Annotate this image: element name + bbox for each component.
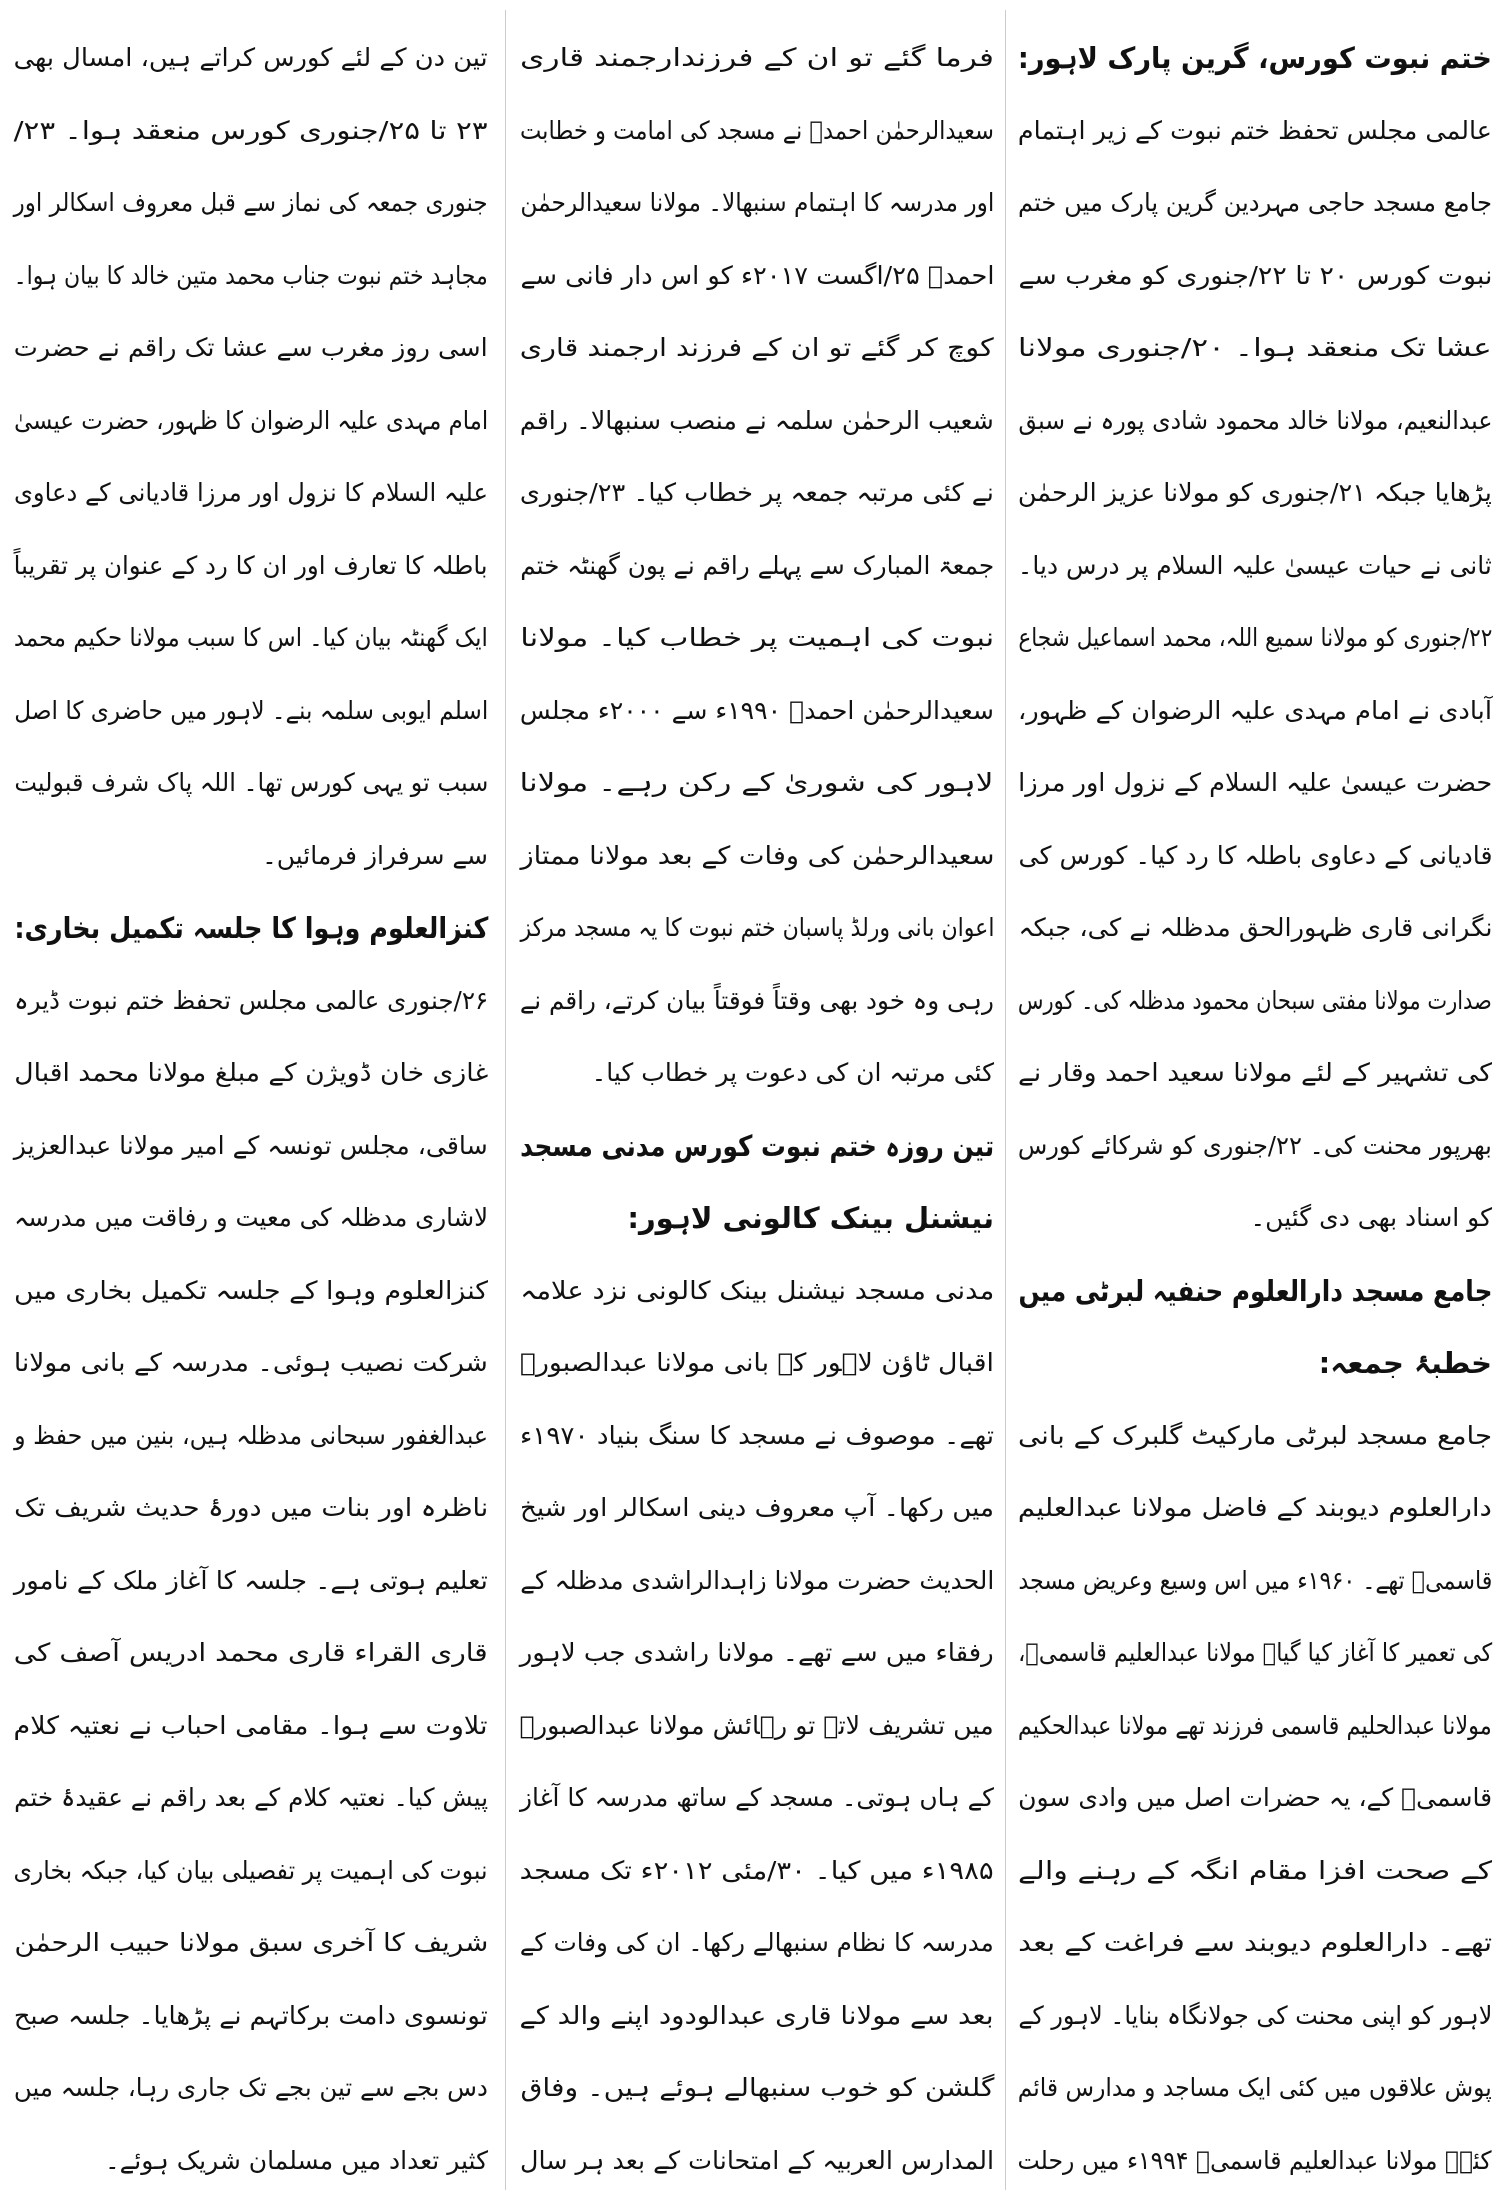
heading-text: خطبۂ جمعہ: <box>1318 1346 1492 1380</box>
line-text: شریف کا آخری سبق مولانا حبیب الرحمٰن <box>14 1928 488 1957</box>
line-text: رہی وہ خود بھی وقتاً فوقتاً بیان کرتے، راقم نے <box>520 985 994 1015</box>
text-line <box>14 530 488 603</box>
text-line <box>14 1690 488 1763</box>
text-line <box>1018 1400 1492 1473</box>
text-line <box>520 1907 994 1980</box>
text-line <box>1018 602 1492 675</box>
text-line <box>520 1835 994 1908</box>
line-text: باطلہ کا تعارف اور ان کا رد کے عنوان پر تقریباً <box>14 550 488 580</box>
heading-text: تین روزہ ختم نبوت کورس مدنی مسجد <box>520 1128 994 1163</box>
line-text: تھے۔ دارالعلوم دیوبند سے فراغت کے بعد <box>1018 1928 1492 1957</box>
line-text: سے سرفراز فرمائیں۔ <box>262 840 488 870</box>
line-text: تین دن کے لئے کورس کراتے ہیں، امسال بھی <box>14 43 488 72</box>
line-text: کئی مرتبہ ان کی دعوت پر خطاب کیا۔ <box>591 1058 994 1087</box>
line-text: حضرت عیسیٰ علیہ السلام کے نزول اور مرزا <box>1018 768 1492 797</box>
line-text: شرکت نصیب ہوئی۔ مدرسہ کے بانی مولانا <box>13 1348 488 1377</box>
line-text: کی تعمیر کا آغاز کیا گیا۔ مولانا عبدالعلیم قاسمیؒ، <box>1018 1638 1492 1667</box>
line-text: جنوری جمعہ کی نماز سے قبل معروف اسکالر اور <box>14 188 488 217</box>
line-text: کے ہاں ہوتی۔ مسجد کے ساتھ مدرسہ کا آغاز <box>520 1783 994 1812</box>
column-divider <box>505 10 506 2190</box>
paragraph <box>1018 95 1492 1255</box>
line-text: فرما گئے تو ان کے فرزندارجمند قاری <box>520 43 994 72</box>
line-text: جامع مسجد حاجی مہردین گرین پارک میں ختم <box>1018 188 1492 217</box>
line-text: اعوان بانی ورلڈ پاسبان ختم نبوت کا یہ مسجد مرکز <box>520 913 994 942</box>
line-text: اقبال ٹاؤن لاہور کے بانی مولانا عبدالصبورؒ <box>520 1348 994 1377</box>
line-text: پوش علاقوں میں کئی ایک مساجد و مدارس قائم <box>1018 2073 1492 2102</box>
text-line <box>520 1182 994 1255</box>
text-line <box>1018 675 1492 748</box>
section-heading <box>1018 22 1492 95</box>
paragraph <box>14 965 488 2198</box>
line-text: رفقاء میں سے تھے۔ مولانا راشدی جب لاہور <box>520 1638 994 1667</box>
text-line <box>520 2125 994 2198</box>
line-text: نبوت کورس ۲۰ تا ۲۲/جنوری کو مغرب سے <box>1018 260 1492 290</box>
text-line <box>520 1255 994 1328</box>
text-line <box>14 1182 488 1255</box>
line-text: تعلیم ہوتی ہے۔ جلسہ کا آغاز ملک کے نامور <box>14 1565 488 1595</box>
line-text: دارالعلوم دیوبند کے فاضل مولانا عبدالعلیم <box>1018 1493 1492 1522</box>
line-text: ۲۲/جنوری کو مولانا سمیع اللہ، محمد اسماعیل شجاع <box>1018 623 1492 652</box>
text-line <box>1018 385 1492 458</box>
line-text: ۲۶/جنوری عالمی مجلس تحفظ ختم نبوت ڈیرہ <box>14 985 488 1015</box>
text-line <box>14 1762 488 1835</box>
text-line <box>1018 1907 1492 1980</box>
line-text: کثیر تعداد میں مسلمان شریک ہوئے۔ <box>105 2145 488 2175</box>
text-line <box>14 747 488 820</box>
text-line <box>1018 1110 1492 1183</box>
text-line <box>520 1980 994 2053</box>
heading-text: ختم نبوت کورس، گرین پارک لاہور: <box>1018 41 1492 75</box>
line-text: کے صحت افزا مقام انگہ کے رہنے والے <box>1018 1855 1492 1885</box>
text-line <box>14 1545 488 1618</box>
line-text: کئے۔ مولانا عبدالعلیم قاسمیؒ ۱۹۹۴ء میں رحلت <box>1018 2145 1492 2175</box>
line-text: عشا تک منعقد ہوا۔ ۲۰/جنوری مولانا <box>1018 333 1492 362</box>
line-text: عالمی مجلس تحفظ ختم نبوت کے زیر اہتمام <box>1018 115 1492 145</box>
line-text: ایک گھنٹہ بیان کیا۔ اس کا سبب مولانا حکیم محمد <box>14 623 488 652</box>
line-text: تونسوی دامت برکاتہم نے پڑھایا۔ جلسہ صبح <box>14 2000 488 2030</box>
line-text: قاسمیؒ کے، یہ حضرات اصل میں وادی سون <box>1018 1783 1492 1812</box>
text-line <box>14 675 488 748</box>
text-line <box>520 240 994 313</box>
text-line <box>520 675 994 748</box>
text-line <box>14 1327 488 1400</box>
text-line <box>14 820 488 893</box>
text-line <box>520 747 994 820</box>
text-line <box>14 2052 488 2125</box>
text-line <box>520 457 994 530</box>
text-line <box>1018 892 1492 965</box>
text-line <box>1018 1327 1492 1400</box>
text-line <box>520 1327 994 1400</box>
paragraph <box>520 22 994 1110</box>
text-line <box>520 1472 994 1545</box>
text-line <box>14 892 488 965</box>
line-text: اسی روز مغرب سے عشا تک راقم نے حضرت <box>14 333 488 362</box>
line-text: نبوت کی اہمیت پر خطاب کیا۔ مولانا <box>520 623 994 652</box>
line-text: علیہ السلام کا نزول اور مرزا قادیانی کے دعاوی <box>14 478 488 507</box>
text-line <box>520 1545 994 1618</box>
text-line <box>1018 1472 1492 1545</box>
text-line <box>14 22 488 95</box>
line-text: الحدیث حضرت مولانا زاہدالراشدی مدظلہ کے <box>520 1565 994 1595</box>
line-text: شعیب الرحمٰن سلمہ نے منصب سنبھالا۔ راقم <box>520 405 994 435</box>
line-text: بھرپور محنت کی۔ ۲۲/جنوری کو شرکائے کورس <box>1018 1130 1492 1160</box>
line-text: نے کئی مرتبہ جمعہ پر خطاب کیا۔ ۲۳/جنوری <box>520 478 994 507</box>
text-line <box>520 22 994 95</box>
text-line <box>14 1110 488 1183</box>
line-text: عبدالغفور سبحانی مدظلہ ہیں، بنین میں حفظ و <box>14 1420 488 1450</box>
line-text: نبوت کی اہمیت پر تفصیلی بیان کیا، جبکہ بخاری <box>14 1855 488 1885</box>
line-text: سعیدالرحمٰن احمدؒ نے مسجد کی امامت و خطابت <box>520 115 994 145</box>
text-line <box>1018 22 1492 95</box>
line-text: جامع مسجد لبرٹی مارکیٹ گلبرک کے بانی <box>1018 1420 1492 1450</box>
text-line <box>520 892 994 965</box>
line-text: ۱۹۸۵ء میں کیا۔ ۳۰/مئی ۲۰۱۲ء تک مسجد <box>520 1855 994 1885</box>
text-line <box>14 2125 488 2198</box>
line-text: مولانا عبدالحلیم قاسمی فرزند تھے مولانا عبدالحکیم <box>1018 1710 1492 1740</box>
text-line <box>14 1037 488 1110</box>
line-text: دس بجے سے تین بجے تک جاری رہا، جلسہ میں <box>14 2073 488 2102</box>
section-heading <box>520 1110 994 1255</box>
text-line <box>14 1980 488 2053</box>
line-text: قاسمیؒ تھے۔ ۱۹۶۰ء میں اس وسیع وعریض مسجد <box>1018 1565 1492 1595</box>
text-line <box>520 167 994 240</box>
line-text: میں تشریف لاتے تو رہائش مولانا عبدالصبورؒ <box>520 1710 994 1740</box>
text-line <box>14 385 488 458</box>
text-line <box>1018 2052 1492 2125</box>
line-text: تھے۔ موصوف نے مسجد کا سنگ بنیاد ۱۹۷۰ء <box>520 1420 994 1450</box>
text-line <box>520 1110 994 1183</box>
line-text: میں رکھا۔ آپ معروف دینی اسکالر اور شیخ <box>520 1493 994 1522</box>
text-line <box>1018 1617 1492 1690</box>
text-line <box>1018 240 1492 313</box>
line-text: قادیانی کے دعاوی باطلہ کا رد کیا۔ کورس کی <box>1018 840 1492 870</box>
text-line <box>14 1907 488 1980</box>
text-line <box>1018 167 1492 240</box>
text-line <box>520 1617 994 1690</box>
text-line <box>14 457 488 530</box>
text-line <box>14 95 488 168</box>
text-line <box>520 312 994 385</box>
text-line <box>1018 1037 1492 1110</box>
line-text: تلاوت سے ہوا۔ مقامی احباب نے نعتیہ کلام <box>14 1710 488 1740</box>
text-line <box>14 1472 488 1545</box>
line-text: بعد سے مولانا قاری عبدالودود اپنے والد کے <box>520 2000 994 2030</box>
line-text: صدارت مولانا مفتی سبحان محمود مدظلہ کی۔ کورس <box>1018 985 1492 1015</box>
line-text: پیش کیا۔ نعتیہ کلام کے بعد راقم نے عقیدۂ ختم <box>14 1783 488 1812</box>
text-line <box>520 1037 994 1110</box>
text-line <box>14 602 488 675</box>
paragraph <box>1018 1400 1492 2198</box>
section-heading <box>14 892 488 965</box>
section-heading <box>1018 1255 1492 1400</box>
line-text: پڑھایا جبکہ ۲۱/جنوری کو مولانا عزیز الرحمٰن <box>1018 478 1492 507</box>
article-column-left <box>14 22 488 2197</box>
text-line <box>1018 2125 1492 2198</box>
text-line <box>14 1255 488 1328</box>
line-text: اسلم ایوبی سلمہ بنے۔ لاہور میں حاضری کا اصل <box>14 695 488 725</box>
line-text: ۲۳ تا ۲۵/جنوری کورس منعقد ہوا۔ ۲۳/ <box>14 115 488 145</box>
text-line <box>520 1400 994 1473</box>
line-text: احمدؒ ۲۵/اگست ۲۰۱۷ء کو اس دار فانی سے <box>520 260 994 290</box>
text-line <box>1018 965 1492 1038</box>
line-text: آبادی نے امام مہدی علیہ الرضوان کے ظہور، <box>1018 695 1492 725</box>
line-text: مجاہد ختم نبوت جناب محمد متین خالد کا بیان ہوا۔ <box>14 260 488 290</box>
line-text: سعیدالرحمٰن احمدؒ ۱۹۹۰ء سے ۲۰۰۰ء مجلس <box>520 695 994 725</box>
line-text: غازی خان ڈویژن کے مبلغ مولانا محمد اقبال <box>14 1058 488 1087</box>
line-text: لاشاری مدظلہ کی معیت و رفاقت میں مدرسہ <box>14 1203 488 1232</box>
paragraph <box>520 1255 994 2198</box>
text-line <box>520 530 994 603</box>
line-text: اور مدرسہ کا اہتمام سنبھالا۔ مولانا سعیدالرحمٰن <box>520 188 994 217</box>
line-text: ثانی نے حیات عیسیٰ علیہ السلام پر درس دیا۔ <box>1018 550 1492 580</box>
line-text: عبدالنعیم، مولانا خالد محمود شادی پورہ نے سبق <box>1018 405 1492 435</box>
text-line <box>14 1835 488 1908</box>
line-text: مدنی مسجد نیشنل بینک کالونی نزد علامہ <box>520 1275 994 1305</box>
text-line <box>520 965 994 1038</box>
text-line <box>520 602 994 675</box>
line-text: کنزالعلوم وہوا کے جلسہ تکمیل بخاری میں <box>14 1275 488 1305</box>
text-line <box>1018 1690 1492 1763</box>
text-line <box>1018 530 1492 603</box>
article-column-right <box>1018 22 1492 2197</box>
line-text: گلشن کو خوب سنبھالے ہوئے ہیں۔ وفاق <box>520 2073 994 2102</box>
text-line <box>1018 1980 1492 2053</box>
text-line <box>14 1400 488 1473</box>
text-line <box>1018 312 1492 385</box>
line-text: قاری القراء قاری محمد ادریس آصف کی <box>14 1638 488 1667</box>
text-line <box>520 1690 994 1763</box>
line-text: لاہور کو اپنی محنت کی جولانگاہ بنایا۔ لاہور کے <box>1018 2000 1492 2030</box>
line-text: کوچ کر گئے تو ان کے فرزند ارجمند قاری <box>520 333 994 362</box>
heading-text: کنزالعلوم وہوا کا جلسہ تکمیل بخاری: <box>14 911 488 945</box>
text-line <box>1018 1255 1492 1328</box>
text-line <box>520 385 994 458</box>
line-text: جمعۃ المبارک سے پہلے راقم نے پون گھنٹہ ختم <box>520 550 994 580</box>
text-line <box>520 820 994 893</box>
text-line <box>14 1617 488 1690</box>
text-line <box>1018 1835 1492 1908</box>
article-column-middle <box>520 22 994 2197</box>
line-text: نگرانی قاری ظہورالحق مدظلہ نے کی، جبکہ <box>1018 913 1492 942</box>
line-text: لاہور کی شوریٰ کے رکن رہے۔ مولانا <box>520 768 994 797</box>
text-line <box>520 95 994 168</box>
text-line <box>520 2052 994 2125</box>
column-divider <box>1005 10 1006 2190</box>
line-text: امام مہدی علیہ الرضوان کا ظہور، حضرت عیسیٰ <box>14 405 488 435</box>
text-line <box>520 1762 994 1835</box>
line-text: سعیدالرحمٰن کی وفات کے بعد مولانا ممتاز <box>520 840 994 870</box>
text-line <box>1018 1762 1492 1835</box>
text-line <box>14 312 488 385</box>
text-line <box>1018 1545 1492 1618</box>
line-text: المدارس العربیہ کے امتحانات کے بعد ہر سال <box>520 2145 994 2175</box>
text-line <box>14 167 488 240</box>
text-line <box>1018 820 1492 893</box>
text-line <box>14 965 488 1038</box>
line-text: کی تشہیر کے لئے مولانا سعید احمد وقار نے <box>1018 1058 1492 1087</box>
text-line <box>14 240 488 313</box>
text-line <box>1018 95 1492 168</box>
heading-text: نیشنل بینک کالونی لاہور: <box>627 1201 994 1235</box>
text-line <box>1018 747 1492 820</box>
line-text: ناظرہ اور بنات میں دورۂ حدیث شریف تک <box>13 1493 488 1522</box>
text-line <box>1018 1182 1492 1255</box>
line-text: مدرسہ کا نظام سنبھالے رکھا۔ ان کی وفات کے <box>520 1928 994 1957</box>
heading-text: جامع مسجد دارالعلوم حنفیہ لبرٹی میں <box>1018 1273 1492 1308</box>
line-text: کو اسناد بھی دی گئیں۔ <box>1250 1203 1492 1232</box>
line-text: ساقی، مجلس تونسہ کے امیر مولانا عبدالعزیز <box>14 1130 488 1160</box>
line-text: سبب تو یہی کورس تھا۔ اللہ پاک شرف قبولیت <box>14 768 488 797</box>
paragraph <box>14 22 488 892</box>
text-line <box>1018 457 1492 530</box>
